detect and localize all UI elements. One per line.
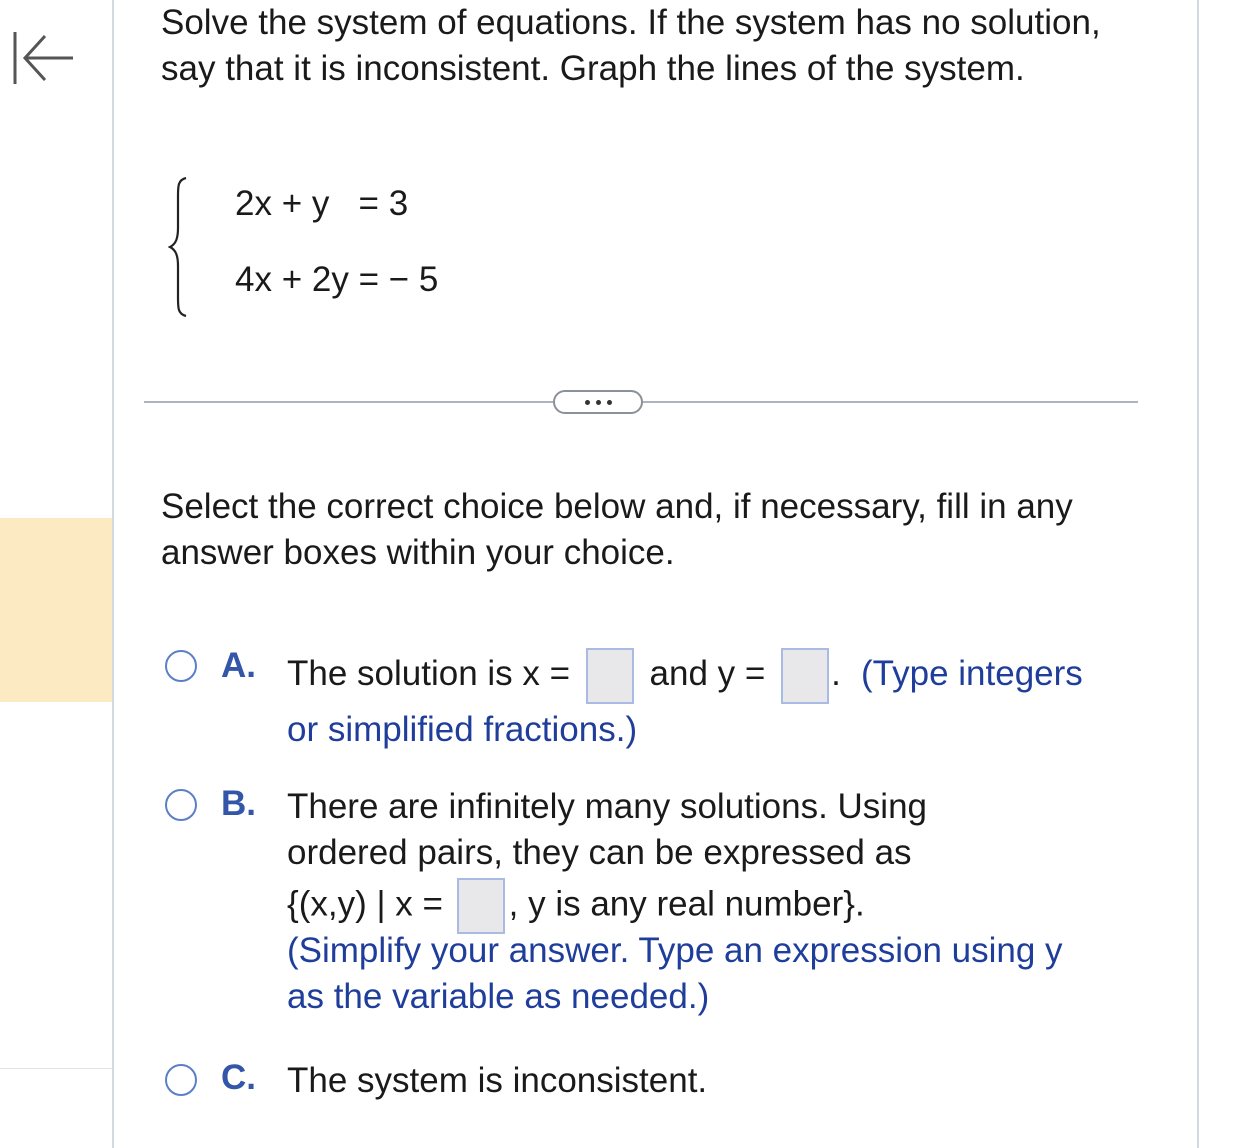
- choice-c-text: The system is inconsistent.: [287, 1061, 708, 1100]
- choice-b-letter: B.: [221, 784, 256, 823]
- choice-b-description: There are infinitely many solutions. Using ordered pairs, they can be expressed as: [287, 787, 928, 872]
- solution-set-open: {(x,y) | x =: [287, 884, 443, 924]
- choice-b-hint: (Simplify your answer. Type an expression using y as the variable as needed.): [287, 931, 1063, 1016]
- more-dot-icon: [585, 400, 590, 405]
- expand-more-button[interactable]: [553, 390, 643, 414]
- equation-1: [235, 184, 408, 224]
- choice-b-text: [287, 784, 1063, 1020]
- choice-a-text: [287, 646, 1147, 749]
- solution-set-close: , y is any real number}.: [508, 884, 865, 924]
- choice-b-radio[interactable]: [165, 789, 197, 821]
- equation-2-lhs: 4x + 2y: [235, 260, 349, 299]
- equation-1-lhs: 2x + y: [235, 184, 330, 223]
- solution-set-row: [287, 878, 1007, 928]
- choice-c-letter: C.: [221, 1058, 256, 1097]
- left-brace-icon: [168, 172, 198, 322]
- panel-right-border: [1197, 0, 1199, 1148]
- more-dot-icon: [596, 400, 601, 405]
- answer-instructions: Select the correct choice below and, if necessary, fill in any answer boxes within your choice.: [161, 487, 1073, 572]
- equation-2-rhs: = − 5: [358, 260, 439, 299]
- question-highlight-marker: [0, 518, 112, 702]
- collapse-panel-button[interactable]: [6, 28, 80, 88]
- choice-a-label-x: The solution is x =: [287, 654, 571, 693]
- choice-a-period: .: [831, 654, 841, 693]
- more-dot-icon: [607, 400, 612, 405]
- choice-a-hint: (Type integers or simplified fractions.): [287, 654, 1083, 749]
- collapse-left-icon: [9, 28, 77, 88]
- choice-a-label-y: and y =: [649, 654, 766, 693]
- choice-a-radio[interactable]: [165, 650, 197, 682]
- choice-c-radio[interactable]: [165, 1064, 197, 1096]
- choice-a-letter: A.: [221, 646, 256, 685]
- question-prompt: Solve the system of equations. If the system has no solution, say that it is inconsistent. Graph the lines of the system.: [161, 3, 1101, 88]
- rail-divider: [0, 1068, 112, 1069]
- left-rail: [0, 0, 114, 1148]
- equation-system: [168, 172, 508, 322]
- equation-1-rhs: = 3: [358, 184, 409, 223]
- equation-2: [235, 260, 438, 300]
- answer-box-x-expression[interactable]: [457, 878, 505, 934]
